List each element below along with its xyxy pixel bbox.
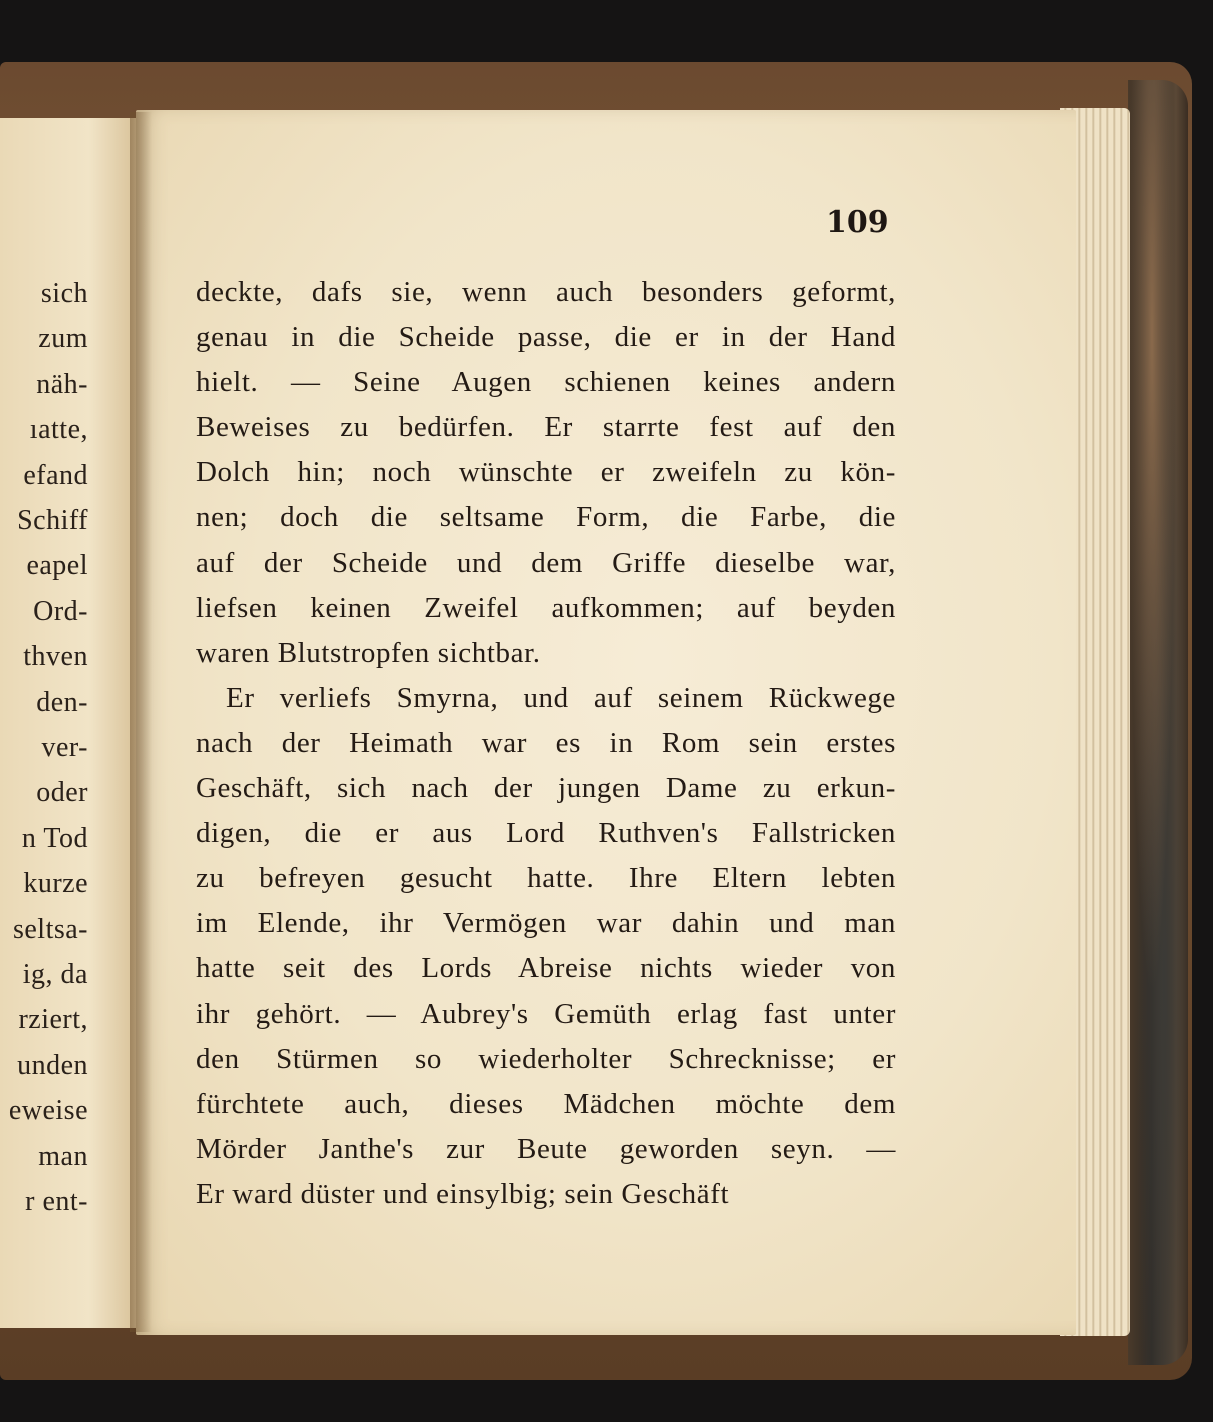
text-line: auf der Scheide und dem Griffe dieselbe war, <box>196 546 896 579</box>
text-line: Geschäft, sich nach der jungen Dame zu erkun- <box>196 772 896 805</box>
text-line: liefsen keinen Zweifel aufkommen; auf beyden <box>196 591 896 624</box>
text-line: zu befreyen gesucht hatte. Ihre Eltern lebten <box>196 862 896 895</box>
left-page-line: Schiff <box>17 505 88 536</box>
left-page-line: den- <box>36 686 88 718</box>
text-line: Er ward düster und einsylbig; sein Geschäft <box>196 1177 730 1210</box>
left-page-line: efand <box>23 459 88 491</box>
left-page-line: eapel <box>26 550 88 582</box>
left-page-line: Ord- <box>33 595 88 627</box>
text-line: genau in die Scheide passe, die er in der Hand <box>196 321 896 354</box>
text-line: nen; doch die seltsame Form, die Farbe, die <box>196 501 896 534</box>
left-page-line: thven <box>23 641 88 673</box>
text-line: Dolch hin; noch wünschte er zweifeln zu kön- <box>196 456 896 489</box>
left-page-line: unden <box>17 1049 88 1081</box>
text-line: den Stürmen so wiederholter Schrecknisse; er <box>196 1042 896 1075</box>
text-line: waren Blutstropfen sichtbar. <box>196 636 541 669</box>
left-page <box>0 118 148 1328</box>
gutter-shadow <box>130 112 152 1332</box>
left-page-line: man <box>38 1140 88 1172</box>
text-line: hielt. — Seine Augen schienen keines andern <box>196 366 896 399</box>
text-line: Mörder Janthe's zur Beute geworden seyn. — <box>196 1132 896 1165</box>
text-line: im Elende, ihr Vermögen war dahin und man <box>196 907 896 940</box>
left-page-line: zum <box>38 323 88 355</box>
page-number: 109 <box>826 205 889 240</box>
left-page-line: n Tod <box>21 822 88 854</box>
left-page-line: ıatte, <box>29 414 88 446</box>
text-line: Er verliefs Smyrna, und auf seinem Rückwege <box>226 681 896 714</box>
text-line: Beweises zu bedürfen. Er starrte fest auf den <box>196 411 896 444</box>
body-text <box>196 270 896 1217</box>
left-page-line: sich <box>40 278 88 309</box>
text-line: deckte, dafs sie, wenn auch besonders geformt, <box>196 276 896 308</box>
left-page-line: oder <box>36 777 88 809</box>
text-line: hatte seit des Lords Abreise nichts wieder von <box>196 952 896 985</box>
left-page-line: seltsa- <box>12 913 88 945</box>
text-line: fürchtete auch, dieses Mädchen möchte dem <box>196 1087 896 1120</box>
cover-spine-edge <box>1128 80 1188 1365</box>
text-line: nach der Heimath war es in Rom sein erstes <box>196 726 896 759</box>
left-page-line: eweise <box>8 1095 88 1127</box>
text-line: ihr gehört. — Aubrey's Gemüth erlag fast unter <box>196 997 896 1030</box>
text-line: digen, die er aus Lord Ruthven's Fallstricken <box>196 817 896 850</box>
left-page-line: kurze <box>23 868 88 900</box>
left-page-line: ig, da <box>22 959 88 990</box>
left-page-line: rziert, <box>18 1004 88 1036</box>
left-page-line: r ent- <box>25 1186 88 1217</box>
left-page-line: näh- <box>36 368 88 400</box>
left-page-line: ver- <box>41 732 88 763</box>
